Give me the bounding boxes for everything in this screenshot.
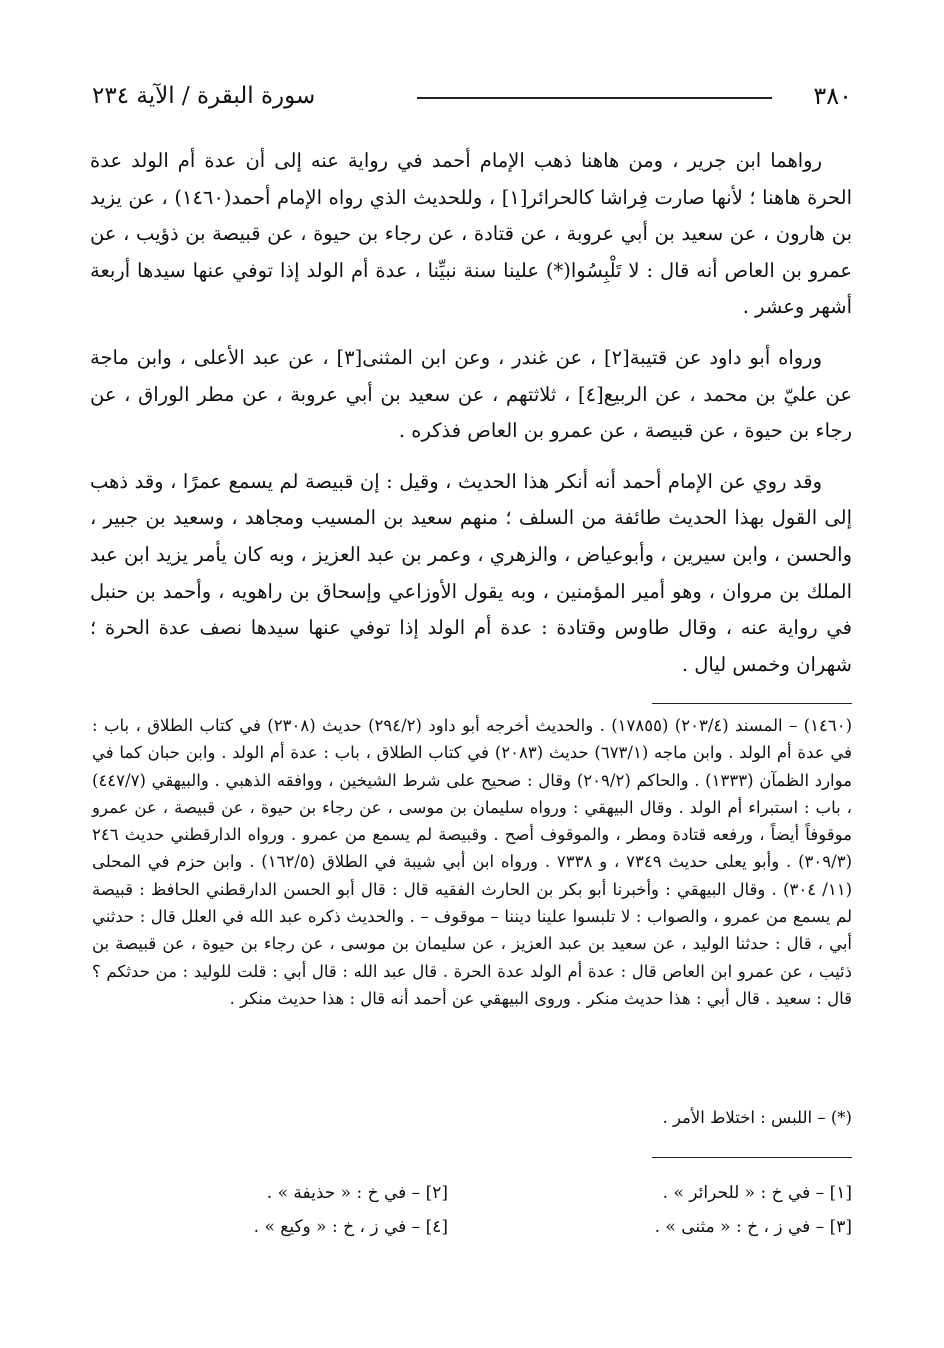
variants-rule [652,1157,852,1158]
header-rule [417,97,772,99]
variant-row [92,1210,852,1244]
paragraph-2: ورواه أبو داود عن قتيبة[٢] ، عن غندر ، وعن ابن المثنى[٣] ، عن عبد الأعلى ، وابن ماجة عن عليّ بن محمد ، عن الربيع[٤] ، ثلاثتهم ، عن سعيد بن أبي عروبة ، عن مطر الوراق ، عن رجاء بن حيوة ، عن قبيصة ، عن عمرو بن العاص فذكره . [90,345,852,443]
page-header [92,80,852,116]
footnote-1460 [92,712,852,1012]
variant-3: [٣] – في ز ، خ : « مثنى » . [654,1217,852,1237]
page-number: ٣٨٠ [813,82,852,110]
variant-1: [١] – في خ : « للحرائر » . [662,1183,852,1203]
paragraph-3: وقد روي عن الإمام أحمد أنه أنكر هذا الحديث ، وقيل : إن قبيصة لم يسمع عمرًا ، وقد ذهب إلى القول بهذا الحديث طائفة من السلف ؛ منهم سعيد بن المسيب ومجاهد ، وسعيد بن جبير ، والحسن ، وابن سيرين ، وأبوعياض ، والزهري ، وعمر بن عبد العزيز ، وبه كان يأمر يزيد ابن عبد الملك بن مروان ، وهو أمير المؤمنين ، وبه يقول الأوزاعي وإسحاق بن راهويه ، وأحمد بن حنبل في رواية عنه ، وقال طاوس وقتادة : عدة أم الولد إذا توفي عنها سيدها نصف عدة الحرة ؛ شهران وخمس ليال . [90,469,852,676]
variant-2: [٢] – في خ : « حذيفة » . [266,1183,448,1203]
running-head: سورة البقرة / الآية ٢٣٤ [92,83,316,109]
variant-4: [٤] – في ز ، خ : « وكيع » . [253,1217,448,1237]
gloss-note: (*) – اللبس : اختلاط الأمر . [662,1108,852,1127]
footnote-text: (١٤٦٠) – المسند (٢٠٣/٤) (١٧٨٥٥) . والحديث أخرجه أبو داود (٢٩٤/٢) حديث (٢٣٠٨) في كتاب الطلاق ، باب : في عدة أم الولد . وابن ماجه (٦٧٣/١) حديث (٢٠٨٣) في كتاب الطلاق ، باب : عدة أم الولد . وابن حبان كما في موارد الظمآن (١٣٣٣) . والحاكم (٢٠٩/٢) وقال : صحيح على شرط الشيخين ، ووافقه الذهبي . والبيهقي (٤٤٧/٧) ، باب : استبراء أم الولد . وقال البيهقي : ورواه سليمان بن موسى ، عن رجاء بن حيوة ، عن قبيصة ، عن عمرو موقوفاً أيضاً ، ورفعه قتادة ومطر ، والموقوف أصح . وقبيصة لم يسمع من عمرو . ورواه الدارقطني حديث ٢٤٦ (٣٠٩/٣) . وأبو يعلى حديث ٧٣٤٩ ، و ٧٣٣٨ . ورواه ابن أبي شيبة في الطلاق (١٦٢/٥) . وابن حزم في المحلى (١١/ ٣٠٤) . وقال البيهقي : وأخبرنا أبو بكر بن الحارث الفقيه قال : قال أبو الحسن الدارقطني الحافظ : قبيصة لم يسمع من عمرو ، والصواب : لا تلبسوا علينا ديننا – موقوف – . والحديث ذكره عبد الله في العلل قال : حدثني أبي ، قال : حدثنا الوليد ، عن سعيد بن عبد العزيز ، عن سليمان بن موسى ، عن رجاء بن حيوة ، عن قبيصة بن ذئيب ، عن عمرو ابن العاص قال : عدة أم الولد عدة الحرة . قال عبد الله : قال أبي : قلت للوليد : من حدثكم ؟ قال : سعيد . قال أبي : هذا حديث منكر . وروى البيهقي عن أحمد أنه قال : هذا حديث منكر . [92,716,853,1008]
paragraph-1: رواهما ابن جرير ، ومن هاهنا ذهب الإمام أحمد في رواية عنه إلى أن عدة أم الولد عدة الحرة هاهنا ؛ لأنها صارت فِراشا كالحرائر[١] ، وللحديث الذي رواه الإمام أحمد(١٤٦٠) ، عن يزيد بن هارون ، عن سعيد بن أبي عروبة ، عن قتادة ، عن رجاء بن حيوة ، عن قبيصة بن ذؤيب ، عن عمرو بن العاص أنه قال : لا تَلْبِسُوا(*) علينا سنة نبيِّنا ، عدة أم الولد إذا توفي عنها سيدها أربعة أشهر وعشر . [90,149,853,319]
main-text [90,143,852,697]
variant-readings [92,1176,852,1244]
variant-row [92,1176,852,1210]
footnote-rule [652,703,852,704]
